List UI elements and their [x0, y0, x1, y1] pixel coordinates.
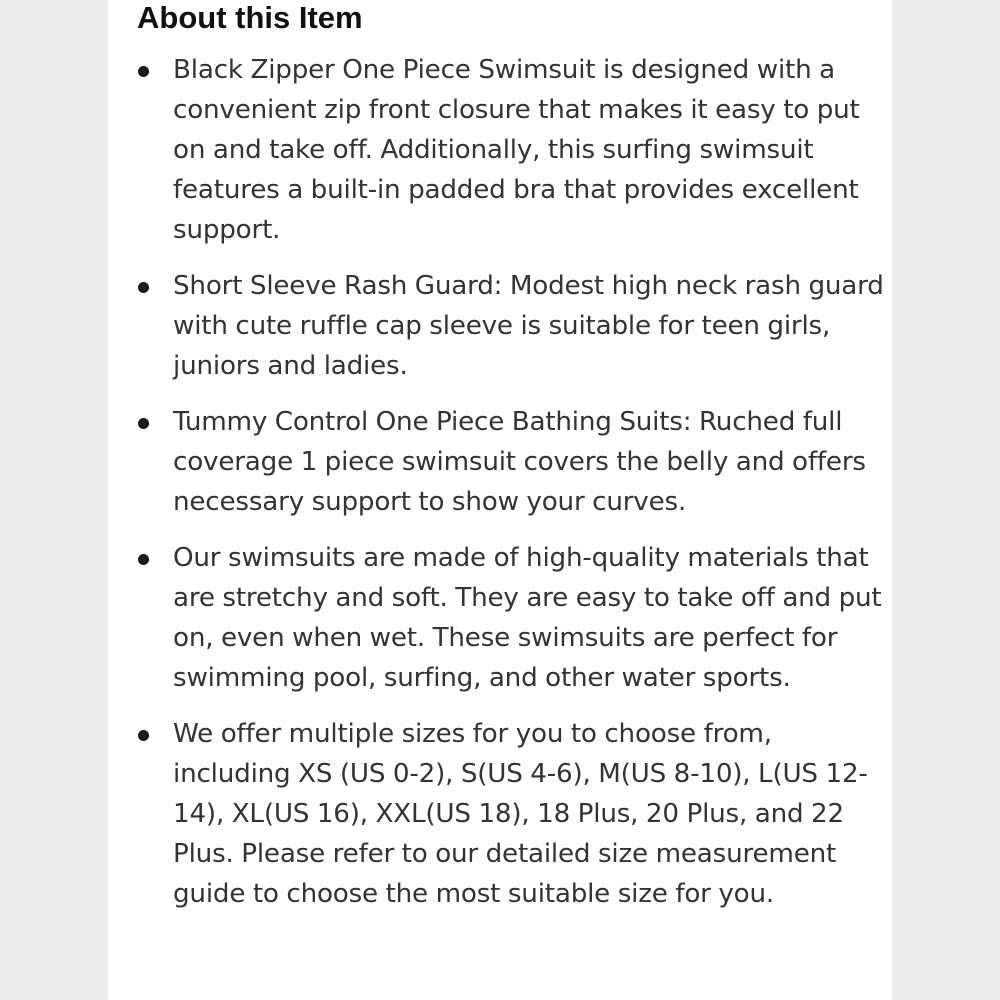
bullet-point-icon [138, 282, 149, 293]
list-item [108, 50, 892, 250]
bullet-point-icon [138, 554, 149, 565]
list-item [108, 538, 892, 698]
bullet-point-icon [138, 730, 149, 741]
list-item [108, 714, 892, 914]
bullet-text: Black Zipper One Piece Swimsuit is designed with a convenient zip front closure that makes it easy to put on and take off. Additionally, this surfing swimsuit features a built-in padded bra that provides excellent support. [173, 55, 860, 245]
bullet-text: Our swimsuits are made of high-quality materials that are stretchy and soft. They are easy to take off and put on, even when wet. These swimsuits are perfect for swimming pool, surfing, and other water sports. [173, 543, 882, 693]
about-item-panel [108, 0, 892, 1000]
bullet-text: We offer multiple sizes for you to choose from, including XS (US 0-2), S(US 4-6), M(US 8-10), L(US 12-14), XL(US 16), XXL(US 18), 18 Plus, 20 Plus, and 22 Plus. Please refer to our detailed size measurement guide to choose the most suitable size for you. [173, 719, 868, 909]
bullet-point-icon [138, 66, 149, 77]
section-title: About this Item [137, 0, 363, 35]
list-item [108, 402, 892, 522]
bullet-text: Tummy Control One Piece Bathing Suits: Ruched full coverage 1 piece swimsuit covers the belly and offers necessary support to show your curves. [173, 407, 866, 517]
feature-bullet-list [108, 50, 892, 930]
list-item [108, 266, 892, 386]
bullet-text: Short Sleeve Rash Guard: Modest high neck rash guard with cute ruffle cap sleeve is suitable for teen girls, juniors and ladies. [173, 271, 884, 381]
bullet-point-icon [138, 418, 149, 429]
